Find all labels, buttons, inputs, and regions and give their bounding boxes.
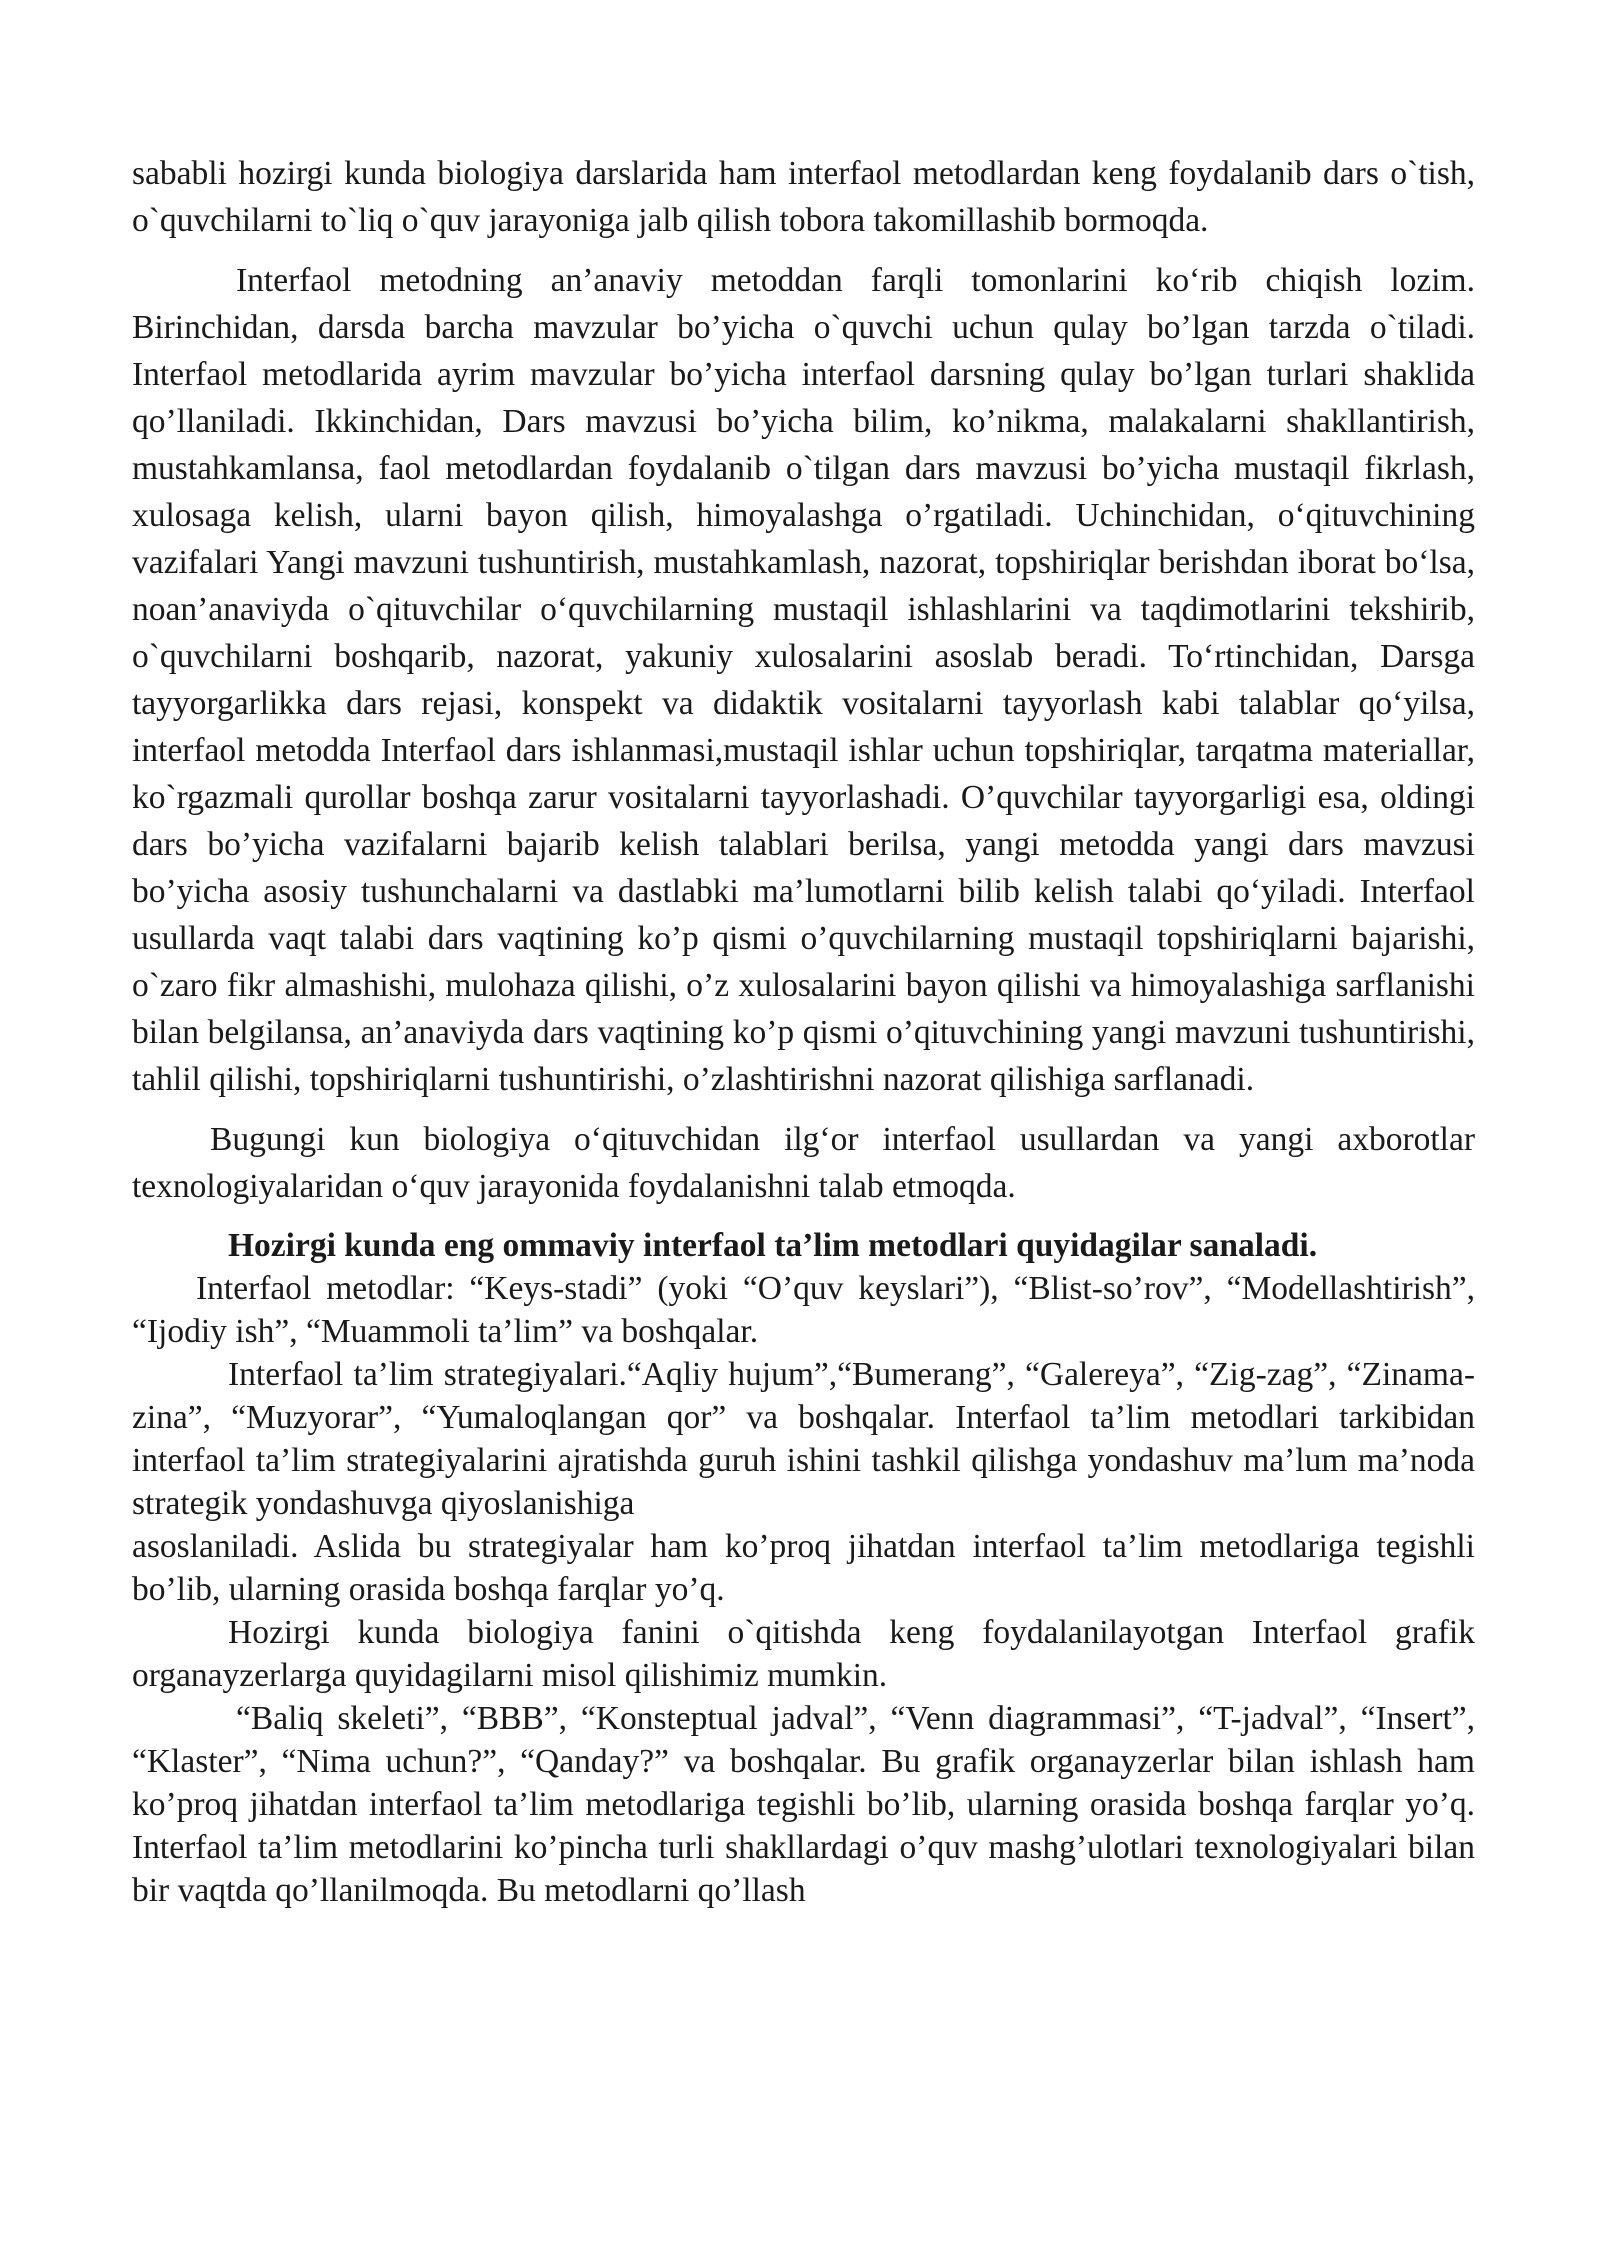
document-page [132, 150, 1475, 1912]
paragraph-intro: sababli hozirgi kunda biologiya darslarida ham interfaol metodlardan keng foydalanib dars o`tish, o`quvchilarni to`liq o`quv jarayoniga jalb qilish tobora takomillashib bormoqda. [132, 155, 1475, 239]
paragraph-modern-teacher: Bugungi kun biologiya o‘qituvchidan ilg‘or interfaol usullardan va yangi axborotlar texnologiyalaridan o‘quv jarayonida foydalanishni talab etmoqda. [132, 1121, 1475, 1205]
paragraph-graphic-organizers: Hozirgi kunda biologiya fanini o`qitishda keng foydalanilayotgan Interfaol grafik organayzerlarga quyidagilarni misol qilishimiz mumkin. [132, 1614, 1475, 1694]
paragraph-organizer-examples: “Baliq skeleti”, “BBB”, “Konsteptual jadval”, “Venn diagrammasi”, “T-jadval”, “Insert”, “Klaster”, “Nima uchun?”, “Qanday?” va boshqalar. Bu grafik organayzerlar bilan ishlash ham ko’proq jihatdan interfaol ta’lim metodlariga tegishli bo’lib, ularning orasida boshqa farqlar yo’q. Interfaol ta’lim metodlarini ko’pincha turli shakllardagi o’quv mashg’ulotlari texnologiyalari bilan bir vaqtda qo’llanilmoqda. Bu metodlarni qo’llash [132, 1700, 1475, 1909]
paragraph-interactive-methods: Interfaol metodlar: “Keys-stadi” (yoki “O’quv keyslari”), “Blist-so’rov”, “Modellashtirish”, “Ijodiy ish”, “Muammoli ta’lim” va boshqalar. [132, 1270, 1475, 1350]
paragraph-strategies: Interfaol ta’lim strategiyalari.“Aqliy hujum”,“Bumerang”, “Galereya”, “Zig-zag”, “Zinama-zina”, “Muzyorar”, “Yumaloqlangan qor” va boshqalar. Interfaol ta’lim metodlari tarkibidan interfaol ta’lim strategiyalarini ajratishda guruh ishini tashkil qilishga yondashuv ma’lum ma’noda strategik yondashuvga qiyoslanishiga [132, 1356, 1475, 1522]
section-heading: Hozirgi kunda eng ommaviy interfaol ta’lim metodlari quyidagilar sanaladi. [228, 1227, 1318, 1264]
paragraph-comparison: Interfaol metodning an’anaviy metoddan farqli tomonlarini ko‘rib chiqish lozim. Birinchidan, darsda barcha mavzular bo’yicha o`quvchi uchun qulay bo’lgan tarzda o`tiladi. Interfaol metodlarida ayrim mavzular bo’yicha interfaol darsning qulay bo’lgan turlari shaklida qo’llaniladi. Ikkinchidan, Dars mavzusi bo’yicha bilim, ko’nikma, malakalarni shakllantirish, mustahkamlansa, faol metodlardan foydalanib o`tilgan dars mavzusi bo’yicha mustaqil fikrlash, xulosaga kelish, ularni bayon qilish, himoyalashga o’rgatiladi. Uchinchidan, o‘qituvchining vazifalari Yangi mavzuni tushuntirish, mustahkamlash, nazorat, topshiriqlar berishdan iborat bo‘lsa, noan’anaviyda o`qituvchilar o‘quvchilarning mustaqil ishlashlarini va taqdimotlarini tekshirib, o`quvchilarni boshqarib, nazorat, yakuniy xulosalarini asoslab beradi. To‘rtinchidan, Darsga tayyorgarlikka dars rejasi, konspekt va didaktik vositalarni tayyorlash kabi talablar qo‘yilsa, interfaol metodda Interfaol dars ishlanmasi,mustaqil ishlar uchun topshiriqlar, tarqatma materiallar, ko`rgazmali qurollar boshqa zarur vositalarni tayyorlashadi. O’quvchilar tayyorgarligi esa, oldingi dars bo’yicha vazifalarni bajarib kelish talablari berilsa, yangi metodda yangi dars mavzusi bo’yicha asosiy tushunchalarni va dastlabki ma’lumotlarni bilib kelish talabi qo‘yiladi. Interfaol usullarda vaqt talabi dars vaqtining ko’p qismi o’quvchilarning mustaqil topshiriqlarni bajarishi, o`zaro fikr almashishi, mulohaza qilishi, o’z xulosalarini bayon qilishi va himoyalashiga sarflanishi bilan belgilansa, an’anaviyda dars vaqtining ko’p qismi o’qituvchining yangi mavzuni tushuntirishi, tahlil qilishi, topshiriqlarni tushuntirishi, o’zlashtirishni nazorat qilishiga sarflanadi. [132, 262, 1475, 1098]
paragraph-strategies-continued: asoslaniladi. Aslida bu strategiyalar ham ko’proq jihatdan interfaol ta’lim metodlariga tegishli bo’lib, ularning orasida boshqa farqlar yo’q. [132, 1528, 1475, 1608]
